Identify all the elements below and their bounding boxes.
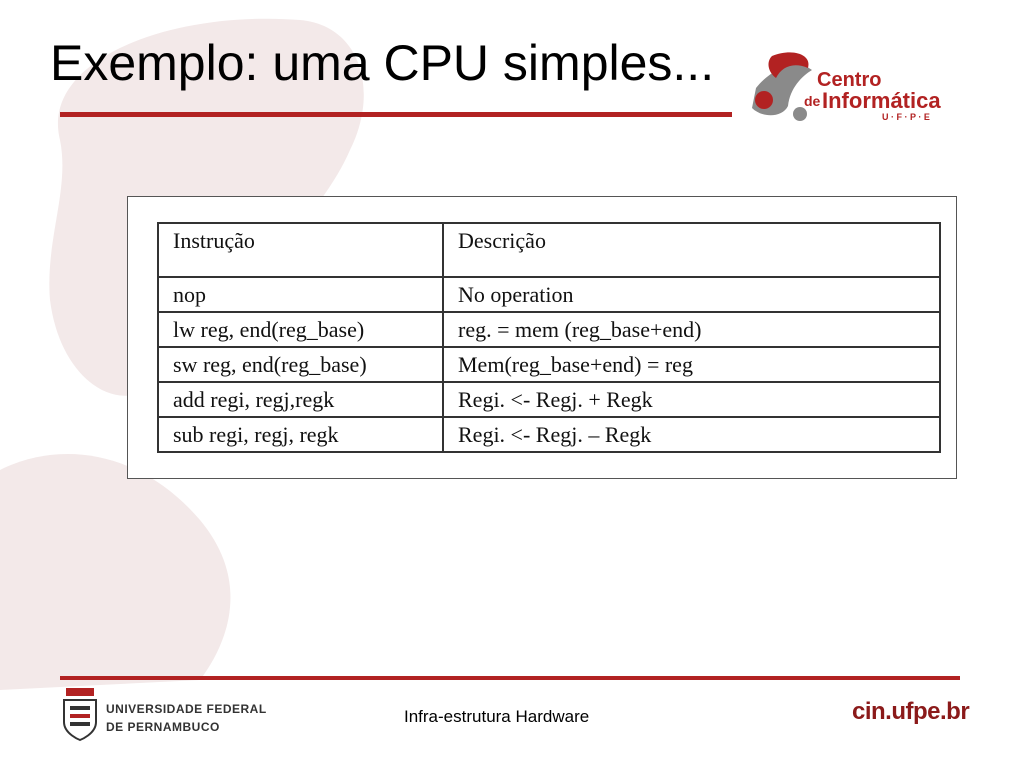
logo-dot-red [755, 91, 773, 109]
slide-title: Exemplo: uma CPU simples... [50, 35, 715, 91]
table-row [158, 347, 940, 382]
instruction-table-frame [127, 196, 957, 479]
cell-instruction: lw reg, end(reg_base) [158, 312, 443, 347]
cell-instruction: nop [158, 277, 443, 312]
table-row [158, 417, 940, 452]
background-shape-bottom [0, 454, 230, 690]
header-instrucao: Instrução [158, 223, 443, 277]
ufpe-crest-icon [60, 688, 100, 742]
centro-de-informatica-logo [742, 48, 967, 128]
footer-course-name: Infra-estrutura Hardware [404, 707, 590, 726]
cell-description: No operation [443, 277, 940, 312]
table-row [158, 382, 940, 417]
table-header-row [158, 223, 940, 277]
ufpe-wordmark [106, 700, 267, 736]
header-descricao: Descrição [443, 223, 940, 277]
cell-instruction: sw reg, end(reg_base) [158, 347, 443, 382]
logo-dot-grey [793, 107, 807, 121]
instruction-table [157, 222, 941, 453]
ufpe-wordmark-line1: UNIVERSIDADE FEDERAL [106, 702, 267, 716]
cell-instruction: sub regi, regj, regk [158, 417, 443, 452]
footer-url: cin.ufpe.br [852, 698, 970, 725]
logo-line-centro: Centro [817, 69, 882, 91]
cell-description: reg. = mem (reg_base+end) [443, 312, 940, 347]
cell-description: Mem(reg_base+end) = reg [443, 347, 940, 382]
title-underline [60, 112, 732, 117]
table-row [158, 277, 940, 312]
logo-line-de: de [804, 93, 821, 109]
logo-line-informatica: Informática [822, 88, 941, 113]
table-row [158, 312, 940, 347]
ufpe-wordmark-line2: DE PERNAMBUCO [106, 720, 220, 734]
logo-line-ufpe: U · F · P · E [882, 112, 930, 122]
footer-rule [60, 676, 960, 680]
cell-instruction: add regi, regj,regk [158, 382, 443, 417]
cell-description: Regi. <- Regj. + Regk [443, 382, 940, 417]
cell-description: Regi. <- Regj. – Regk [443, 417, 940, 452]
